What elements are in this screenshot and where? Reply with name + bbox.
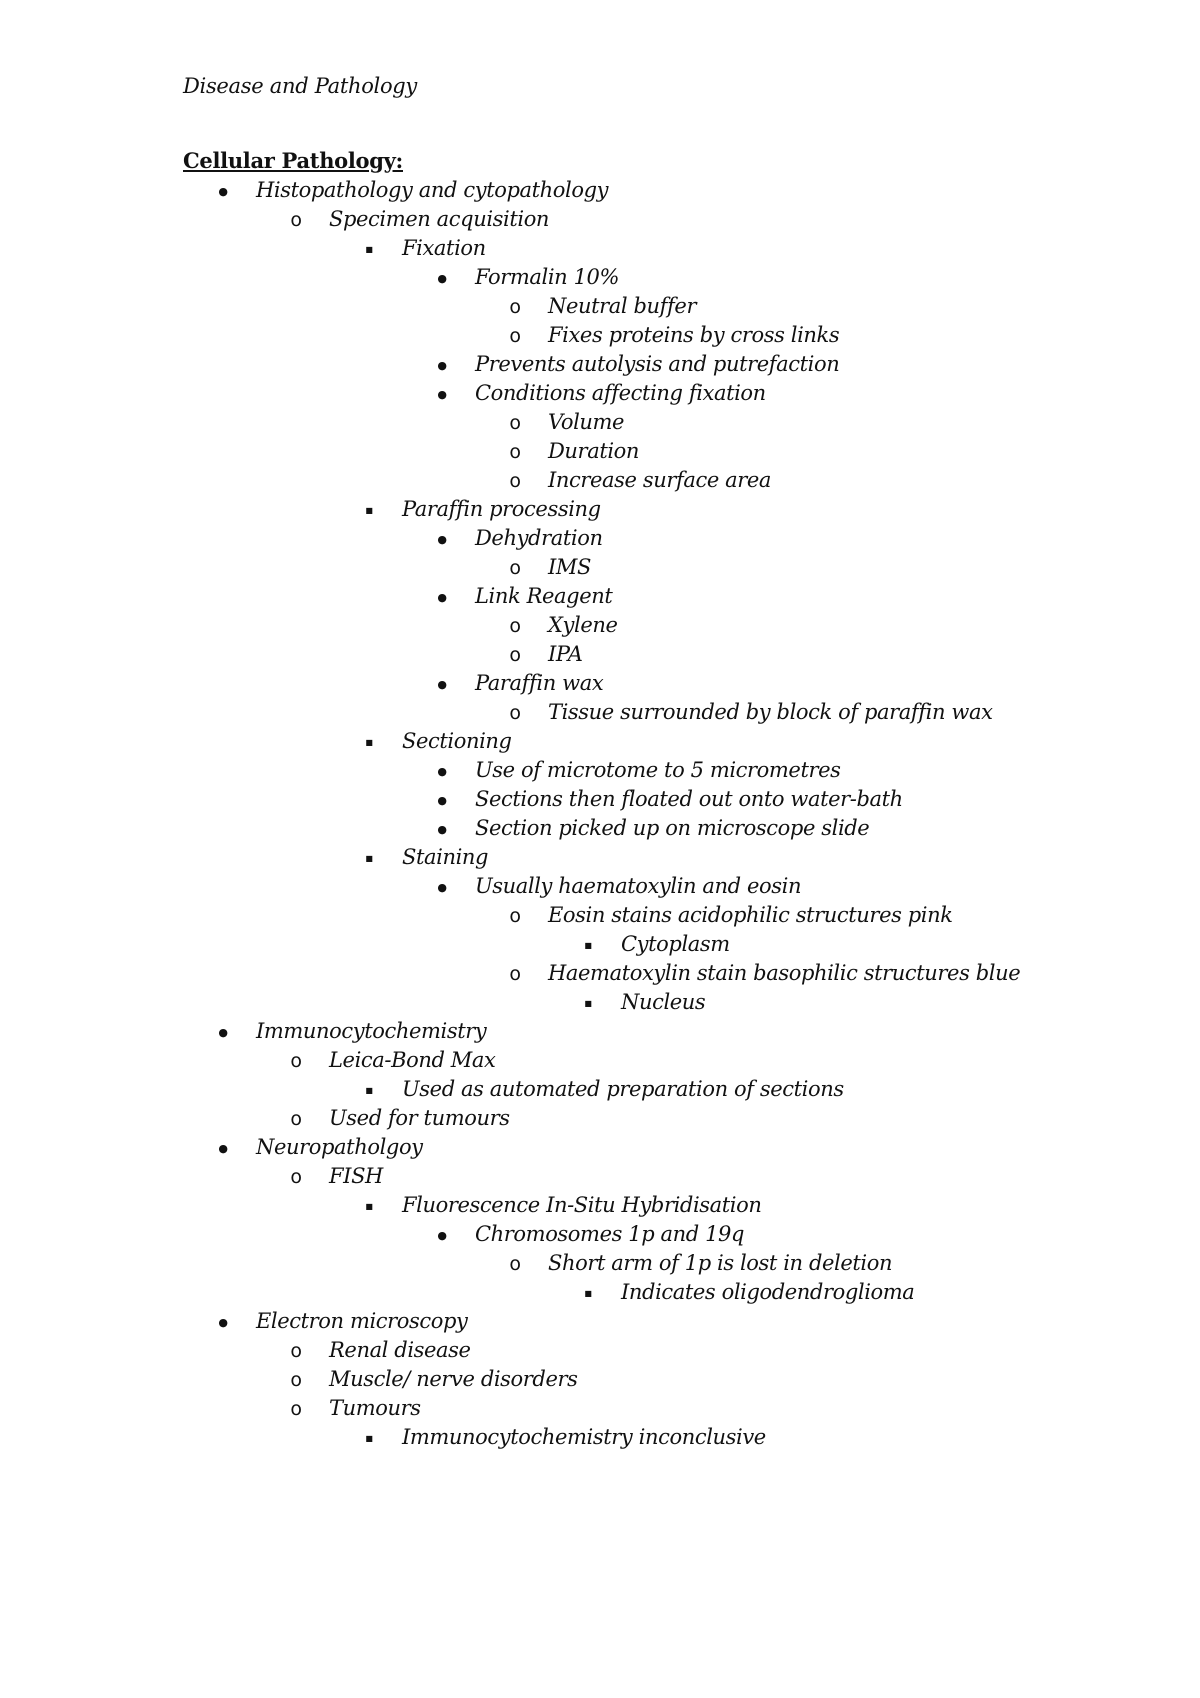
circle-bullet-icon — [505, 959, 525, 989]
list-item-text: Link Reagent — [475, 584, 613, 608]
circle-bullet-icon — [505, 466, 525, 496]
list-item — [0, 756, 1200, 785]
disc-bullet-icon — [213, 176, 233, 208]
disc-bullet-icon — [432, 263, 452, 295]
list-item-text: Chromosomes 1p and 19q — [475, 1222, 745, 1246]
list-item-text: Fluorescence In-Situ Hybridisation — [402, 1193, 762, 1217]
list-item — [0, 292, 1200, 321]
disc-bullet-icon — [432, 350, 452, 382]
list-item-text: Sectioning — [402, 729, 512, 753]
list-item — [0, 872, 1200, 901]
circle-bullet-icon — [505, 698, 525, 728]
circle-bullet-icon — [286, 1394, 306, 1424]
list-item-text: Eosin stains acidophilic structures pink — [548, 903, 953, 927]
list-item-text: Fixes proteins by cross links — [548, 323, 840, 347]
list-item — [0, 814, 1200, 843]
list-item — [0, 785, 1200, 814]
disc-bullet-icon — [432, 872, 452, 904]
list-item — [0, 727, 1200, 756]
list-item-text: Haematoxylin stain basophilic structures blue — [548, 961, 1021, 985]
circle-bullet-icon — [505, 640, 525, 670]
circle-bullet-icon — [505, 1249, 525, 1279]
list-item — [0, 582, 1200, 611]
disc-bullet-icon — [432, 379, 452, 411]
list-item-text: Formalin 10% — [475, 265, 620, 289]
list-item — [0, 843, 1200, 872]
document-header: Disease and Pathology — [183, 74, 418, 98]
list-item-text: Paraffin processing — [402, 497, 601, 521]
list-item — [0, 1191, 1200, 1220]
list-item-text: Dehydration — [475, 526, 603, 550]
list-item-text: Usually haematoxylin and eosin — [475, 874, 802, 898]
list-item — [0, 1278, 1200, 1307]
list-item-text: IMS — [548, 555, 591, 579]
list-item-text: Nucleus — [621, 990, 706, 1014]
list-item — [0, 1423, 1200, 1452]
circle-bullet-icon — [505, 901, 525, 931]
list-item — [0, 176, 1200, 205]
list-item-text: Immunocytochemistry — [256, 1019, 487, 1043]
list-item-text: Sections then floated out onto water-bath — [475, 787, 903, 811]
list-item — [0, 1104, 1200, 1133]
list-item-text: Paraffin wax — [475, 671, 604, 695]
list-item-text: Xylene — [548, 613, 618, 637]
list-item — [0, 959, 1200, 988]
list-item — [0, 495, 1200, 524]
list-item-text: Neuropatholgoy — [256, 1135, 423, 1159]
list-item — [0, 698, 1200, 727]
list-item-text: Histopathology and cytopathology — [256, 178, 609, 202]
disc-bullet-icon — [432, 582, 452, 614]
circle-bullet-icon — [286, 1046, 306, 1076]
list-item-text: Use of microtome to 5 micrometres — [475, 758, 841, 782]
list-item — [0, 1133, 1200, 1162]
list-item-text: Used as automated preparation of sections — [402, 1077, 844, 1101]
list-item — [0, 1075, 1200, 1104]
list-item — [0, 1365, 1200, 1394]
disc-bullet-icon — [432, 814, 452, 846]
section-title: Cellular Pathology: — [183, 148, 403, 173]
circle-bullet-icon — [286, 1162, 306, 1192]
disc-bullet-icon — [432, 524, 452, 556]
disc-bullet-icon — [432, 756, 452, 788]
list-item-text: Used for tumours — [329, 1106, 510, 1130]
circle-bullet-icon — [505, 611, 525, 641]
disc-bullet-icon — [432, 785, 452, 817]
list-item-text: Volume — [548, 410, 625, 434]
list-item-text: Specimen acquisition — [329, 207, 550, 231]
disc-bullet-icon — [213, 1017, 233, 1049]
disc-bullet-icon — [432, 1220, 452, 1252]
bullet-outline — [0, 176, 1200, 1452]
disc-bullet-icon — [213, 1133, 233, 1165]
circle-bullet-icon — [505, 321, 525, 351]
list-item — [0, 1307, 1200, 1336]
list-item-text: Indicates oligodendroglioma — [621, 1280, 915, 1304]
list-item — [0, 1394, 1200, 1423]
list-item-text: Section picked up on microscope slide — [475, 816, 870, 840]
list-item — [0, 234, 1200, 263]
list-item-text: Neutral buffer — [548, 294, 697, 318]
list-item — [0, 437, 1200, 466]
list-item — [0, 988, 1200, 1017]
list-item — [0, 1220, 1200, 1249]
list-item — [0, 553, 1200, 582]
list-item — [0, 466, 1200, 495]
list-item-text: Muscle/ nerve disorders — [329, 1367, 578, 1391]
list-item — [0, 321, 1200, 350]
circle-bullet-icon — [286, 205, 306, 235]
list-item-text: Staining — [402, 845, 489, 869]
list-item-text: FISH — [329, 1164, 383, 1188]
disc-bullet-icon — [213, 1307, 233, 1339]
circle-bullet-icon — [286, 1104, 306, 1134]
list-item — [0, 1336, 1200, 1365]
list-item-text: Fixation — [402, 236, 486, 260]
list-item — [0, 205, 1200, 234]
list-item — [0, 1249, 1200, 1278]
list-item-text: Duration — [548, 439, 640, 463]
list-item — [0, 930, 1200, 959]
list-item-text: Leica-Bond Max — [329, 1048, 496, 1072]
list-item-text: Conditions affecting fixation — [475, 381, 766, 405]
list-item — [0, 611, 1200, 640]
list-item-text: Immunocytochemistry inconclusive — [402, 1425, 766, 1449]
circle-bullet-icon — [286, 1336, 306, 1366]
list-item — [0, 1046, 1200, 1075]
list-item-text: Prevents autolysis and putrefaction — [475, 352, 840, 376]
list-item — [0, 263, 1200, 292]
disc-bullet-icon — [432, 669, 452, 701]
list-item-text: Short arm of 1p is lost in deletion — [548, 1251, 893, 1275]
square-bullet-icon — [359, 1423, 379, 1456]
list-item-text: Cytoplasm — [621, 932, 730, 956]
list-item — [0, 350, 1200, 379]
list-item — [0, 640, 1200, 669]
circle-bullet-icon — [505, 437, 525, 467]
list-item — [0, 901, 1200, 930]
list-item — [0, 408, 1200, 437]
circle-bullet-icon — [505, 408, 525, 438]
list-item-text: Tissue surrounded by block of paraffin wax — [548, 700, 993, 724]
list-item-text: Increase surface area — [548, 468, 772, 492]
circle-bullet-icon — [505, 292, 525, 322]
list-item — [0, 1017, 1200, 1046]
list-item — [0, 524, 1200, 553]
list-item-text: IPA — [548, 642, 583, 666]
list-item — [0, 379, 1200, 408]
list-item — [0, 1162, 1200, 1191]
circle-bullet-icon — [286, 1365, 306, 1395]
list-item-text: Electron microscopy — [256, 1309, 468, 1333]
circle-bullet-icon — [505, 553, 525, 583]
list-item-text: Tumours — [329, 1396, 421, 1420]
list-item — [0, 669, 1200, 698]
list-item-text: Renal disease — [329, 1338, 471, 1362]
